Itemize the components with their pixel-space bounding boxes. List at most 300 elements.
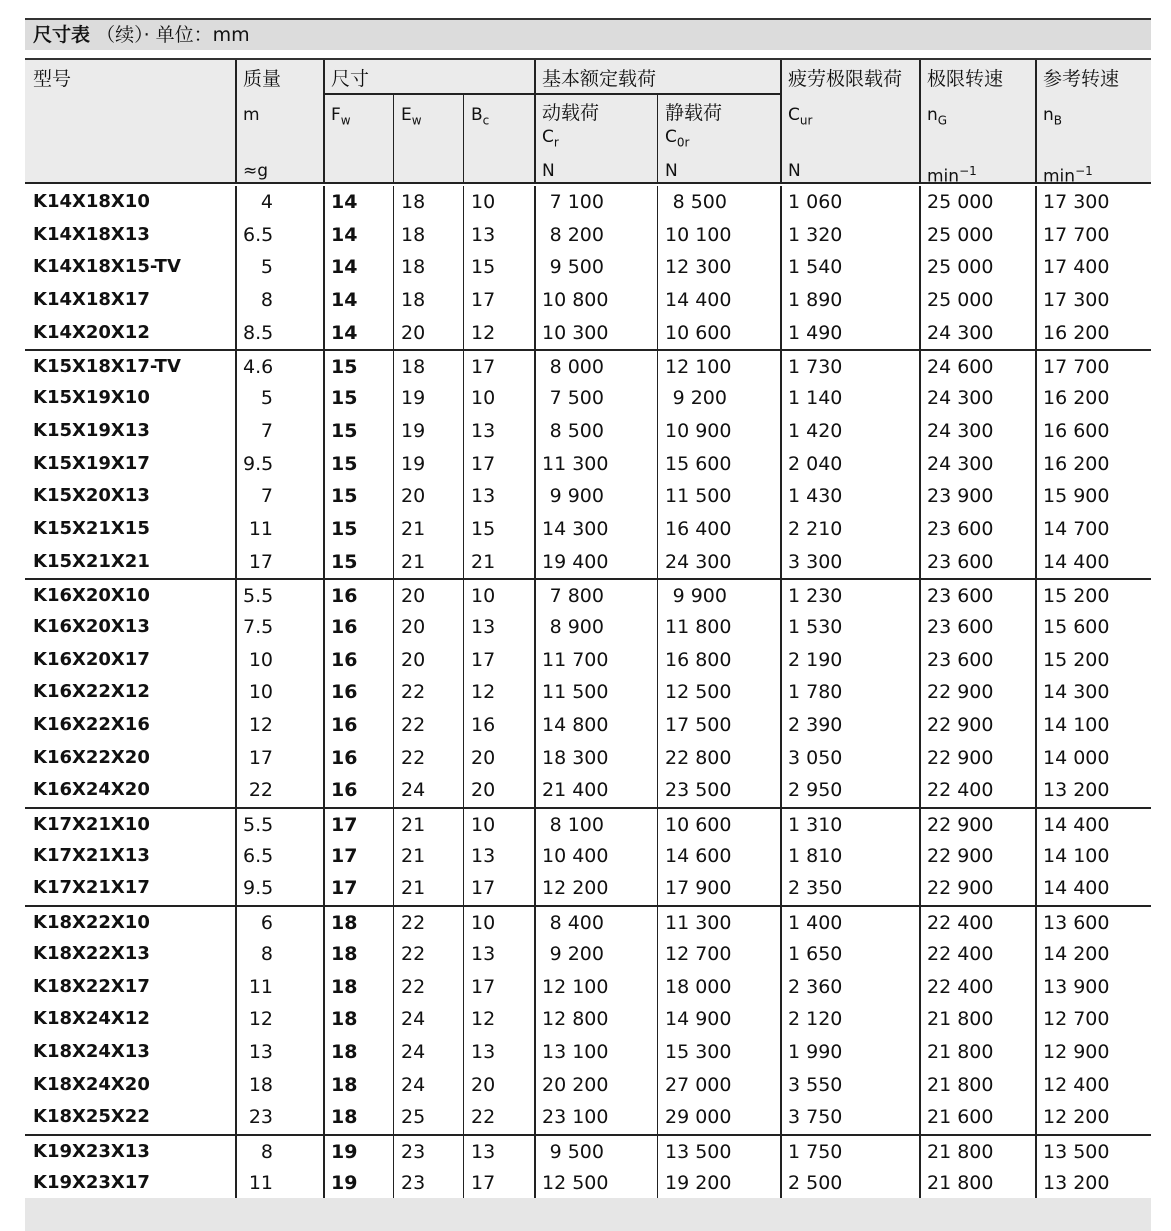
header-mass-symbol: m <box>243 105 260 125</box>
cell-fw: 18 <box>331 942 358 965</box>
cell-nb: 13 600 <box>1043 912 1110 935</box>
cell-nb: 13 200 <box>1043 1171 1110 1194</box>
cell-cur: 1 140 <box>788 387 843 410</box>
header-ng-unit: $\min^{-1}$ <box>927 164 977 187</box>
cell-nb: 14 400 <box>1043 814 1110 837</box>
cell-ng: 25 000 <box>927 223 994 246</box>
cell-cr: 13 100 <box>542 1040 609 1063</box>
cell-mass: 23 <box>248 1106 273 1129</box>
divider <box>657 94 658 184</box>
cell-bc: 16 <box>471 714 496 736</box>
table-row <box>25 872 1151 905</box>
cell-cor: 24 300 <box>665 550 732 573</box>
table-row <box>25 742 1151 775</box>
cell-ew: 20 <box>401 321 426 344</box>
cell-bc: 10 <box>471 912 496 935</box>
cell-cor: 10 900 <box>665 419 732 442</box>
cell-cor: 15 300 <box>665 1040 732 1063</box>
cell-nb: 17 700 <box>1043 356 1110 379</box>
cell-nb: 12 200 <box>1043 1106 1110 1129</box>
cell-cur: 1 320 <box>788 223 843 246</box>
table-row <box>25 219 1151 252</box>
cell-mass: 4.6 <box>243 356 274 379</box>
divider <box>534 60 536 184</box>
header-fat-unit: N <box>788 161 801 181</box>
cell-cr: 10 300 <box>542 321 609 344</box>
cell-fw: 15 <box>331 485 358 508</box>
cell-ew: 18 <box>401 289 426 312</box>
cell-bc: 17 <box>471 648 496 671</box>
cell-cur: 3 050 <box>788 746 843 769</box>
caption-unit: （续）· 单位：mm <box>96 24 250 46</box>
cell-fw: 16 <box>331 746 358 769</box>
cell-cor: 12 500 <box>665 681 732 704</box>
cell-ng: 23 600 <box>927 648 994 671</box>
cell-cur: 1 780 <box>788 681 843 704</box>
cell-fw: 16 <box>331 681 358 704</box>
caption-title: 尺寸表 <box>33 24 91 46</box>
cell-nb: 17 700 <box>1043 223 1110 246</box>
header-cor: $C_{0r}$ <box>665 127 690 150</box>
divider <box>780 60 782 184</box>
cell-model: K14X18X13 <box>33 223 150 245</box>
divider <box>463 94 464 184</box>
cell-ew: 22 <box>401 714 426 736</box>
cell-bc: 17 <box>471 452 496 475</box>
cell-nb: 14 300 <box>1043 681 1110 704</box>
cell-cor: 9 900 <box>672 585 727 608</box>
cell-ng: 21 800 <box>927 1008 994 1031</box>
cell-nb: 14 100 <box>1043 714 1110 736</box>
cell-ng: 22 900 <box>927 877 994 900</box>
header-ng: $n_G$ <box>927 105 948 128</box>
cell-bc: 20 <box>471 779 496 802</box>
header-mass: 质量 <box>243 68 282 90</box>
cell-cr: 8 500 <box>549 419 604 442</box>
cell-bc: 10 <box>471 191 496 213</box>
cell-ng: 25 000 <box>927 191 994 213</box>
cell-fw: 19 <box>331 1171 358 1194</box>
cell-ng: 23 600 <box>927 517 994 540</box>
cell-cr: 11 500 <box>542 681 609 704</box>
cell-bc: 13 <box>471 615 496 638</box>
cell-mass: 8.5 <box>243 321 274 344</box>
cell-fw: 18 <box>331 1073 358 1096</box>
cell-cor: 19 200 <box>665 1171 732 1194</box>
cell-nb: 12 400 <box>1043 1073 1110 1096</box>
table-body <box>25 186 1151 1199</box>
cell-cr: 14 800 <box>542 714 609 736</box>
cell-bc: 10 <box>471 585 496 608</box>
cell-nb: 14 700 <box>1043 517 1110 540</box>
cell-mass: 10 <box>248 648 273 671</box>
cell-model: K18X24X20 <box>33 1073 150 1095</box>
cell-cur: 3 550 <box>788 1073 843 1096</box>
cell-model: K18X24X13 <box>33 1040 150 1062</box>
cell-fw: 15 <box>331 356 358 379</box>
cell-cur: 1 890 <box>788 289 843 312</box>
cell-cor: 13 500 <box>665 1140 732 1163</box>
table-row <box>25 807 1151 840</box>
divider <box>323 186 325 1198</box>
divider <box>657 186 658 1198</box>
cell-mass: 13 <box>248 1040 273 1063</box>
cell-cur: 1 430 <box>788 485 843 508</box>
cell-ew: 23 <box>401 1171 426 1194</box>
cell-bc: 17 <box>471 356 496 379</box>
cell-cur: 3 300 <box>788 550 843 573</box>
cell-model: K16X22X12 <box>33 681 150 703</box>
cell-fw: 14 <box>331 191 358 213</box>
cell-nb: 15 200 <box>1043 585 1110 608</box>
header-cur: $C_{ur}$ <box>788 105 813 128</box>
cell-cr: 8 000 <box>549 356 604 379</box>
cell-cor: 18 000 <box>665 975 732 998</box>
cell-mass: 8 <box>260 289 273 312</box>
table-row <box>25 382 1151 415</box>
cell-mass: 6 <box>260 912 273 935</box>
cell-ng: 22 900 <box>927 714 994 736</box>
cell-cor: 12 700 <box>665 942 732 965</box>
divider <box>323 93 780 95</box>
cell-fw: 14 <box>331 321 358 344</box>
cell-mass: 5 <box>260 256 273 279</box>
cell-ew: 24 <box>401 779 426 802</box>
cell-ew: 19 <box>401 452 426 475</box>
cell-cur: 1 420 <box>788 419 843 442</box>
cell-cr: 8 100 <box>549 814 604 837</box>
cell-cr: 12 200 <box>542 877 609 900</box>
cell-model: K14X18X10 <box>33 191 150 212</box>
cell-cur: 1 990 <box>788 1040 843 1063</box>
table-row <box>25 905 1151 938</box>
cell-ng: 23 600 <box>927 585 994 608</box>
cell-cr: 10 800 <box>542 289 609 312</box>
cell-cur: 1 230 <box>788 585 843 608</box>
cell-nb: 14 200 <box>1043 942 1110 965</box>
cell-mass: 8 <box>260 942 273 965</box>
cell-ew: 21 <box>401 877 426 900</box>
divider <box>780 186 782 1198</box>
table-row <box>25 709 1151 742</box>
cell-ng: 21 800 <box>927 1040 994 1063</box>
cell-cr: 9 500 <box>549 256 604 279</box>
cell-bc: 13 <box>471 844 496 867</box>
cell-cor: 14 600 <box>665 844 732 867</box>
cell-cur: 1 060 <box>788 191 843 213</box>
cell-bc: 10 <box>471 387 496 410</box>
cell-mass: 5.5 <box>243 814 274 837</box>
cell-nb: 15 900 <box>1043 485 1110 508</box>
divider <box>235 186 237 1198</box>
cell-fw: 16 <box>331 648 358 671</box>
divider <box>323 60 325 184</box>
cell-bc: 17 <box>471 1171 496 1194</box>
cell-nb: 16 200 <box>1043 452 1110 475</box>
cell-bc: 13 <box>471 419 496 442</box>
divider <box>1035 186 1037 1198</box>
divider <box>463 186 464 1198</box>
cell-ew: 23 <box>401 1140 426 1163</box>
cell-cr: 8 900 <box>549 615 604 638</box>
cell-mass: 12 <box>248 1008 273 1031</box>
cell-cor: 8 500 <box>672 191 727 213</box>
cell-ew: 19 <box>401 419 426 442</box>
cell-mass: 7 <box>260 485 273 508</box>
cell-ew: 21 <box>401 550 426 573</box>
cell-cor: 16 800 <box>665 648 732 671</box>
table-row <box>25 1101 1151 1134</box>
table-row <box>25 251 1151 284</box>
cell-fw: 17 <box>331 814 358 837</box>
header-stat-unit: N <box>665 161 678 181</box>
cell-ew: 20 <box>401 585 426 608</box>
cell-cor: 22 800 <box>665 746 732 769</box>
cell-cor: 10 600 <box>665 321 732 344</box>
cell-bc: 20 <box>471 1073 496 1096</box>
table-row <box>25 971 1151 1004</box>
cell-cur: 1 530 <box>788 615 843 638</box>
table-row <box>25 774 1151 807</box>
header-limit-speed: 极限转速 <box>927 68 1004 90</box>
cell-model: K15X19X13 <box>33 419 150 441</box>
cell-cr: 12 800 <box>542 1008 609 1031</box>
cell-ew: 24 <box>401 1008 426 1031</box>
cell-bc: 17 <box>471 877 496 900</box>
cell-nb: 13 500 <box>1043 1140 1110 1163</box>
cell-cur: 1 490 <box>788 321 843 344</box>
cell-ew: 24 <box>401 1073 426 1096</box>
cell-cor: 9 200 <box>672 387 727 410</box>
cell-fw: 19 <box>331 1140 358 1163</box>
cell-cr: 21 400 <box>542 779 609 802</box>
table-row <box>25 1036 1151 1069</box>
cell-model: K16X20X17 <box>33 648 150 670</box>
cell-ew: 18 <box>401 256 426 279</box>
cell-cr: 9 500 <box>549 1140 604 1163</box>
cell-cur: 1 730 <box>788 356 843 379</box>
cell-cor: 10 100 <box>665 223 732 246</box>
cell-mass: 11 <box>248 975 273 998</box>
header-dimensions: 尺寸 <box>331 68 370 90</box>
cell-cor: 12 300 <box>665 256 732 279</box>
cell-cr: 11 300 <box>542 452 609 475</box>
cell-ew: 20 <box>401 615 426 638</box>
cell-model: K15X21X15 <box>33 517 150 539</box>
cell-mass: 7.5 <box>243 615 274 638</box>
cell-fw: 18 <box>331 1008 358 1031</box>
cell-mass: 6.5 <box>243 844 274 867</box>
cell-bc: 22 <box>471 1106 496 1129</box>
cell-ng: 23 600 <box>927 550 994 573</box>
table-row <box>25 644 1151 677</box>
cell-fw: 17 <box>331 877 358 900</box>
cell-model: K16X24X20 <box>33 779 150 801</box>
cell-cr: 7 500 <box>549 387 604 410</box>
cell-model: K15X19X10 <box>33 387 150 409</box>
cell-cr: 12 100 <box>542 975 609 998</box>
cell-cur: 1 400 <box>788 912 843 935</box>
footer-bar <box>25 1198 1151 1231</box>
cell-model: K16X20X13 <box>33 615 150 637</box>
cell-ng: 22 400 <box>927 942 994 965</box>
header-nb: $n_B$ <box>1043 105 1063 128</box>
divider <box>919 186 921 1198</box>
cell-ng: 24 300 <box>927 321 994 344</box>
cell-ng: 23 600 <box>927 615 994 638</box>
cell-cur: 1 650 <box>788 942 843 965</box>
cell-cr: 14 300 <box>542 517 609 540</box>
cell-cor: 11 300 <box>665 912 732 935</box>
cell-bc: 13 <box>471 223 496 246</box>
cell-ng: 24 300 <box>927 419 994 442</box>
cell-fw: 18 <box>331 1106 358 1129</box>
cell-fw: 15 <box>331 452 358 475</box>
cell-mass: 10 <box>248 681 273 704</box>
cell-bc: 12 <box>471 1008 496 1031</box>
cell-mass: 17 <box>248 746 273 769</box>
cell-cr: 8 400 <box>549 912 604 935</box>
cell-cr: 18 300 <box>542 746 609 769</box>
cell-ng: 22 400 <box>927 912 994 935</box>
divider <box>393 186 394 1198</box>
cell-bc: 12 <box>471 681 496 704</box>
header-dyn-unit: N <box>542 161 555 181</box>
cell-fw: 14 <box>331 223 358 246</box>
cell-model: K16X20X10 <box>33 585 150 607</box>
cell-bc: 12 <box>471 321 496 344</box>
cell-ew: 22 <box>401 912 426 935</box>
cell-model: K18X25X22 <box>33 1106 150 1128</box>
cell-cr: 9 900 <box>549 485 604 508</box>
cell-cr: 10 400 <box>542 844 609 867</box>
cell-model: K18X22X13 <box>33 942 150 964</box>
cell-ng: 24 300 <box>927 452 994 475</box>
cell-cor: 10 600 <box>665 814 732 837</box>
table-row <box>25 1003 1151 1036</box>
cell-ew: 20 <box>401 648 426 671</box>
cell-cur: 2 040 <box>788 452 843 475</box>
cell-model: K17X21X13 <box>33 844 150 866</box>
cell-cur: 2 210 <box>788 517 843 540</box>
table-row <box>25 676 1151 709</box>
table-row <box>25 578 1151 611</box>
cell-bc: 17 <box>471 289 496 312</box>
divider <box>534 186 536 1198</box>
cell-cur: 1 540 <box>788 256 843 279</box>
cell-nb: 17 300 <box>1043 191 1110 213</box>
divider <box>393 94 394 184</box>
cell-nb: 17 300 <box>1043 289 1110 312</box>
cell-fw: 14 <box>331 289 358 312</box>
cell-mass: 17 <box>248 550 273 573</box>
cell-cor: 11 800 <box>665 615 732 638</box>
table-row <box>25 317 1151 350</box>
cell-mass: 22 <box>248 779 273 802</box>
cell-cr: 7 100 <box>549 191 604 213</box>
cell-nb: 14 400 <box>1043 877 1110 900</box>
cell-model: K19X23X17 <box>33 1171 150 1193</box>
cell-ew: 22 <box>401 942 426 965</box>
table-row <box>25 480 1151 513</box>
cell-cor: 14 900 <box>665 1008 732 1031</box>
table-row <box>25 415 1151 448</box>
cell-cur: 3 750 <box>788 1106 843 1129</box>
cell-ew: 21 <box>401 844 426 867</box>
cell-ng: 22 900 <box>927 746 994 769</box>
cell-bc: 10 <box>471 814 496 837</box>
table-row <box>25 349 1151 382</box>
cell-mass: 11 <box>248 1171 273 1194</box>
cell-nb: 14 100 <box>1043 844 1110 867</box>
table-row <box>25 546 1151 579</box>
cell-cr: 20 200 <box>542 1073 609 1096</box>
cell-cur: 2 500 <box>788 1171 843 1194</box>
cell-bc: 13 <box>471 942 496 965</box>
cell-model: K16X22X20 <box>33 746 150 768</box>
cell-nb: 16 200 <box>1043 321 1110 344</box>
table-row <box>25 1069 1151 1102</box>
header-cr: $C_r$ <box>542 127 559 150</box>
header-mass-unit: ≈g <box>243 161 269 181</box>
cell-cr: 11 700 <box>542 648 609 671</box>
cell-bc: 13 <box>471 1140 496 1163</box>
cell-cor: 17 900 <box>665 877 732 900</box>
cell-model: K14X18X17 <box>33 289 150 311</box>
cell-ng: 22 900 <box>927 814 994 837</box>
cell-model: K16X22X16 <box>33 714 150 735</box>
cell-cur: 1 810 <box>788 844 843 867</box>
cell-model: K18X22X10 <box>33 912 150 934</box>
cell-mass: 8 <box>260 1140 273 1163</box>
cell-ew: 21 <box>401 517 426 540</box>
header-static: 静载荷 <box>665 102 723 124</box>
cell-model: K14X18X15-TV <box>33 256 181 278</box>
cell-nb: 15 600 <box>1043 615 1110 638</box>
cell-ew: 22 <box>401 975 426 998</box>
header-dynamic: 动载荷 <box>542 102 600 124</box>
cell-model: K18X24X12 <box>33 1008 150 1030</box>
cell-nb: 16 200 <box>1043 387 1110 410</box>
divider <box>919 60 921 184</box>
cell-cor: 14 400 <box>665 289 732 312</box>
cell-fw: 17 <box>331 844 358 867</box>
cell-fw: 14 <box>331 256 358 279</box>
cell-ew: 25 <box>401 1106 426 1129</box>
cell-ew: 19 <box>401 387 426 410</box>
cell-bc: 17 <box>471 975 496 998</box>
table-row <box>25 1167 1151 1200</box>
cell-ng: 21 800 <box>927 1171 994 1194</box>
cell-cur: 2 120 <box>788 1008 843 1031</box>
cell-cor: 12 100 <box>665 356 732 379</box>
cell-ng: 24 300 <box>927 387 994 410</box>
cell-nb: 14 000 <box>1043 746 1110 769</box>
cell-bc: 20 <box>471 746 496 769</box>
table-row <box>25 840 1151 873</box>
cell-nb: 15 200 <box>1043 648 1110 671</box>
divider <box>235 60 237 184</box>
cell-ew: 22 <box>401 681 426 704</box>
cell-mass: 18 <box>248 1073 273 1096</box>
cell-bc: 13 <box>471 485 496 508</box>
cell-mass: 9.5 <box>243 452 274 475</box>
cell-ew: 22 <box>401 746 426 769</box>
table-row <box>25 938 1151 971</box>
table-row <box>25 611 1151 644</box>
header-bc: $B_c$ <box>471 105 490 128</box>
cell-cur: 2 360 <box>788 975 843 998</box>
